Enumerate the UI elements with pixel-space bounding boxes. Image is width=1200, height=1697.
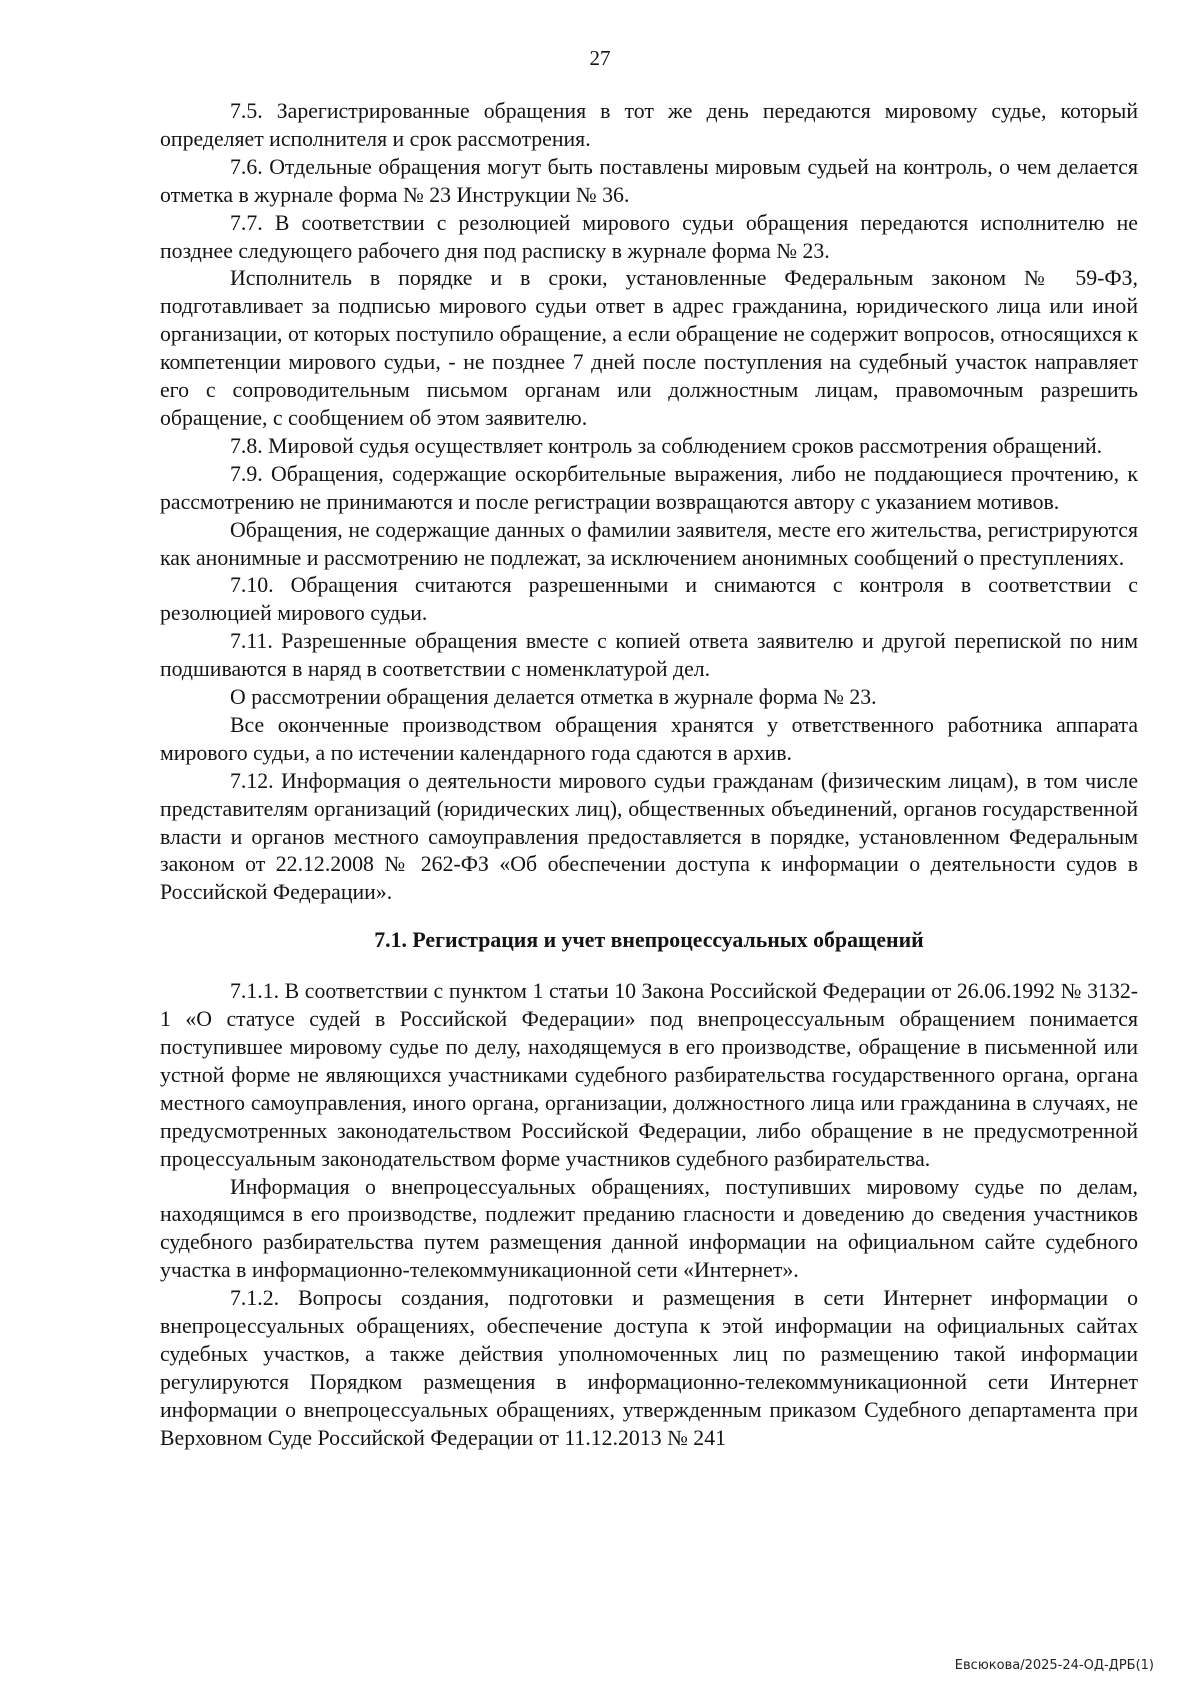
paragraph-7-9: 7.9. Обращения, содержащие оскорбительные выражения, либо не поддающиеся прочтению, к рассмотрению не принимаются и после регистрации возвращаются автору с указанием мотивов. [160, 461, 1138, 514]
paragraph-journal-note: О рассмотрении обращения делается отметка в журнале форма № 23. [230, 685, 877, 710]
document-body [160, 98, 1138, 1453]
paragraph-publicity: Информация о внепроцессуальных обращениях, поступивших мировому судье по делам, находящимся в его производстве, подлежит преданию гласности и доведению до сведения участников судебного разбирательства путем размещения данной информации на официальном сайте судебного участка в информационно-телекоммуникационной сети «Интернет». [160, 1174, 1138, 1283]
paragraph-7-11: 7.11. Разрешенные обращения вместе с копией ответа заявителю и другой перепиской по ним подшиваются в наряд в соответствии с номенклатурой дел. [160, 629, 1138, 682]
paragraph-anonymous: Обращения, не содержащие данных о фамилии заявителя, месте его жительства, регистрируются как анонимные и рассмотрению не подлежат, за исключением анонимных сообщений о преступлениях. [160, 517, 1138, 570]
paragraph-7-8: 7.8. Мировой судья осуществляет контроль за соблюдением сроков рассмотрения обращений. [230, 433, 1103, 458]
paragraph-7-7: 7.7. В соответствии с резолюцией мирового судьи обращения передаются исполнителю не позднее следующего рабочего дня под расписку в журнале форма № 23. [160, 210, 1138, 263]
paragraph-7-10: 7.10. Обращения считаются разрешенными и снимаются с контроля в соответствии с резолюцией мирового судьи. [160, 573, 1138, 626]
paragraph-7-12: 7.12. Информация о деятельности мирового судьи гражданам (физическим лицам), в том числе представителям организаций (юридических лиц), общественных объединений, органов государственной власти и органов местного самоуправления предоставляется в порядке, установленном Федеральным законом от 22.12.2008 № 262-ФЗ «Об обеспечении доступа к информации о деятельности судов в Российской Федерации». [160, 768, 1138, 905]
paragraph-7-6: 7.6. Отдельные обращения могут быть поставлены мировым судьей на контроль, о чем делается отметка в журнале форма № 23 Инструкции № 36. [160, 154, 1138, 207]
paragraph-7-1-2: 7.1.2. Вопросы создания, подготовки и размещения в сети Интернет информации о внепроцессуальных обращениях, обеспечение доступа к этой информации на официальных сайтах судебных участков, а также действия уполномоченных лиц по размещению такой информации регулируются Порядком размещения в информационно-телекоммуникационной сети Интернет информации о внепроцессуальных обращениях, утвержденным приказом Судебного департамента при Верховном Суде Российской Федерации от 11.12.2013 № 241 [160, 1286, 1138, 1450]
paragraph-archive: Все оконченные производством обращения хранятся у ответственного работника аппарата мирового судьи, а по истечении календарного года сдаются в архив. [160, 712, 1138, 765]
paragraph-7-1-1: 7.1.1. В соответствии с пунктом 1 статьи 10 Закона Российской Федерации от 26.06.1992 № 3132-1 «О статусе судей в Российской Федерации» под внепроцессуальным обращением понимается поступившее мировому судье по делу, находящемуся в его производстве, обращение в письменной или устной форме не являющихся участниками судебного разбирательства государственного органа, органа местного самоуправления, иного органа, организации, должностного лица или гражданина в случаях, не предусмотренных законодательством Российской Федерации, либо обращение в не предусмотренной процессуальным законодательством форме участников судебного разбирательства. [160, 979, 1138, 1171]
paragraph-7-5: 7.5. Зарегистрированные обращения в тот же день передаются мировому судье, который определяет исполнителя и срок рассмотрения. [160, 99, 1138, 151]
paragraph-executor: Исполнитель в порядке и в сроки, установленные Федеральным законом № 59-ФЗ, подготавливает за подписью мирового судьи ответ в адрес гражданина, юридического лица или иной организации, от которых поступило обращение, а если обращение не содержит вопросов, относящихся к компетенции мирового судьи, - не позднее 7 дней после поступления на судебный участок направляет его с сопроводительным письмом органам или должностным лицам, правомочным разрешить обращение, с сообщением об этом заявителю. [160, 266, 1138, 430]
page-number: 27 [589, 46, 611, 70]
footer-stamp: Евсюкова/2025-24-ОД-ДРБ(1) [954, 1658, 1154, 1673]
section-heading: 7.1. Регистрация и учет внепроцессуальных обращений [374, 928, 924, 953]
